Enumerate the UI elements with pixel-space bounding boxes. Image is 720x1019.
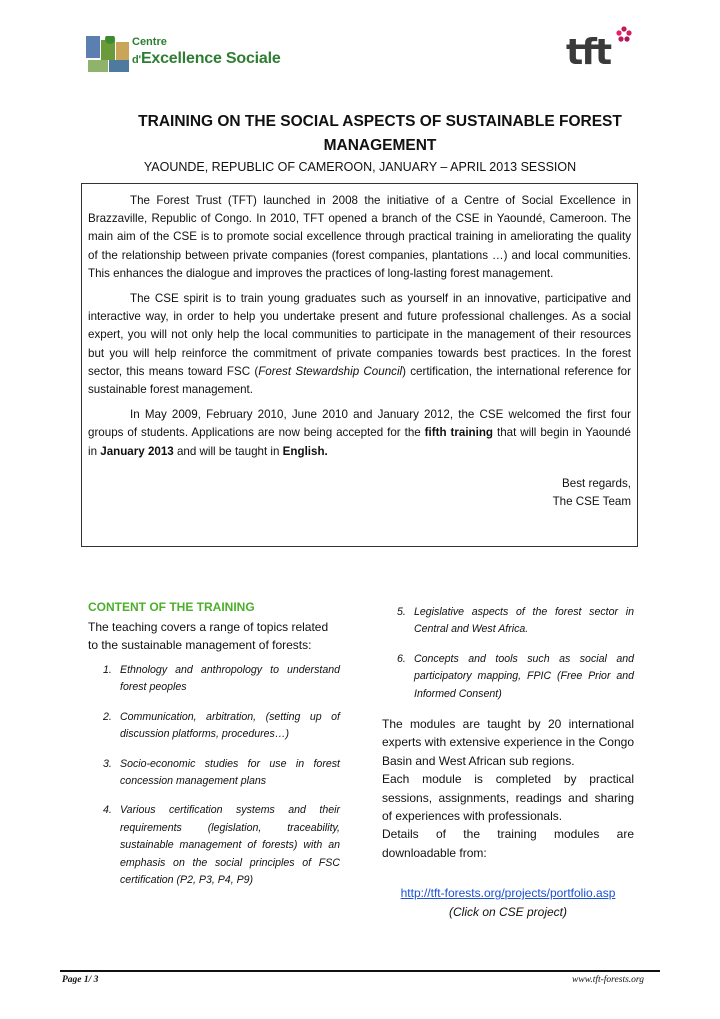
- p2-text-b: ) certification, the international reference for sustainable forest management.: [88, 364, 631, 397]
- regards-line-1: Best regards,: [562, 476, 631, 490]
- logo-prefix: d': [132, 54, 141, 66]
- content-intro: The teaching covers a range of topics related to the sustainable management of forests:: [88, 620, 329, 652]
- list-item-number: 1.: [103, 664, 112, 676]
- intro-paragraph-3: [88, 406, 631, 461]
- list-item-text: Communication, arbitration, (setting up of discussion platforms, procedures…): [120, 710, 340, 741]
- tft-logo-text: tft: [566, 32, 611, 73]
- topics-list-left: [88, 662, 340, 889]
- intro-paragraph-1: The Forest Trust (TFT) launched in 2008 the initiative of a Centre of Social Excellence in Brazzaville, Republic of Congo. In 2010, TFT opened a branch of the CSE in Yaoundé, Cameroon. The main aim of the CSE is to promote social excellence through practical training in ameliorating the quality of the relationship between private companies (forest companies, plantations …) and local communities. This enhances the dialogue and improves the practices of long-lasting forest management.: [88, 194, 631, 280]
- regards: [88, 475, 631, 511]
- footer-divider: [60, 970, 660, 972]
- list-item: [88, 756, 340, 791]
- tft-flower-icon: [616, 26, 632, 42]
- p3-text-b: that will begin in Yaoundé in: [88, 426, 631, 458]
- intro-paragraph-2: [88, 290, 631, 399]
- logo-excellence-text: [132, 50, 281, 68]
- list-item: [88, 662, 340, 697]
- p3-text-a: In May 2009, February 2010, June 2010 and January 2012, the CSE welcomed the first four groups of students. Applications are now being accepted for the: [88, 408, 631, 440]
- forest-people-icon: [86, 36, 130, 74]
- content-left-column: [88, 598, 340, 901]
- document-title: TRAINING ON THE SOCIAL ASPECTS OF SUSTAINABLE FOREST MANAGEMENT: [138, 113, 622, 154]
- modules-text: The modules are taught by 20 international experts with extensive experience in the Congo Basin and West African sub regions.: [382, 717, 634, 768]
- p2-italic: Forest Stewardship Council: [258, 364, 403, 378]
- p2-text-a: The CSE spirit is to train young graduates such as yourself in an innovative, participative and interactive way, in order to help you undertake present and future professional challenges. As a social expert, you will not only help the local communities to participate in the management of their resources but you will help reinforce the commitment of private companies towards best practices. In the forest sector, this means toward FSC (: [88, 292, 631, 378]
- list-item-number: 6.: [397, 652, 406, 665]
- list-item-number: 5.: [397, 606, 406, 618]
- content-heading: CONTENT OF THE TRAINING: [88, 600, 255, 614]
- content-right-column: [382, 604, 634, 921]
- intro-box: [81, 183, 638, 547]
- list-item-text: Concepts and tools such as social and participatory mapping, FPIC (Free Prior and Informed Consent): [414, 652, 634, 700]
- list-item-text: Various certification systems and their requirements (legislation, traceability, sustainable management of forests) with an emphasis on the social principles of FSC certification (P2, P3, P4, P9): [120, 804, 340, 887]
- list-item-text: Socio-economic studies for use in forest concession management plans: [120, 757, 340, 788]
- list-item-number: 2.: [103, 710, 112, 723]
- footer-website: www.tft-forests.org: [572, 975, 644, 985]
- p3-bold-january: January 2013: [100, 444, 174, 458]
- list-item: [88, 709, 340, 744]
- logo-centre-text: Centre: [132, 36, 167, 48]
- document-subtitle: YAOUNDE, REPUBLIC OF CAMEROON, JANUARY – APRIL 2013 SESSION: [143, 160, 577, 174]
- p3-bold-english: English.: [282, 444, 328, 458]
- list-item: [88, 802, 340, 889]
- topics-list-right: [382, 604, 634, 703]
- details-text: Details of the training modules are downloadable from:: [382, 827, 634, 860]
- list-item-text: Ethnology and anthropology to understand forest peoples: [120, 664, 340, 694]
- tft-logo: [562, 26, 632, 76]
- logo-excellence-label: Excellence Sociale: [140, 50, 281, 67]
- page-number: Page 1/ 3: [62, 975, 99, 985]
- p3-bold-fifth: fifth training: [424, 426, 494, 440]
- list-item-number: 3.: [103, 757, 112, 770]
- portfolio-link[interactable]: http://tft-forests.org/projects/portfolio.asp: [400, 886, 616, 901]
- list-item-text: Legislative aspects of the forest sector in Central and West Africa.: [414, 606, 634, 636]
- list-item-number: 4.: [103, 804, 112, 817]
- cse-logo: [86, 32, 281, 78]
- list-item: [382, 651, 634, 703]
- regards-line-2: The CSE Team: [552, 495, 631, 509]
- module-completion-text: Each module is completed by practical sessions, assignments, readings and sharing of experiences with professionals.: [382, 772, 634, 824]
- click-note: (Click on CSE project): [448, 904, 568, 919]
- list-item: [382, 604, 634, 639]
- p3-text-c: and will be taught in: [173, 444, 283, 458]
